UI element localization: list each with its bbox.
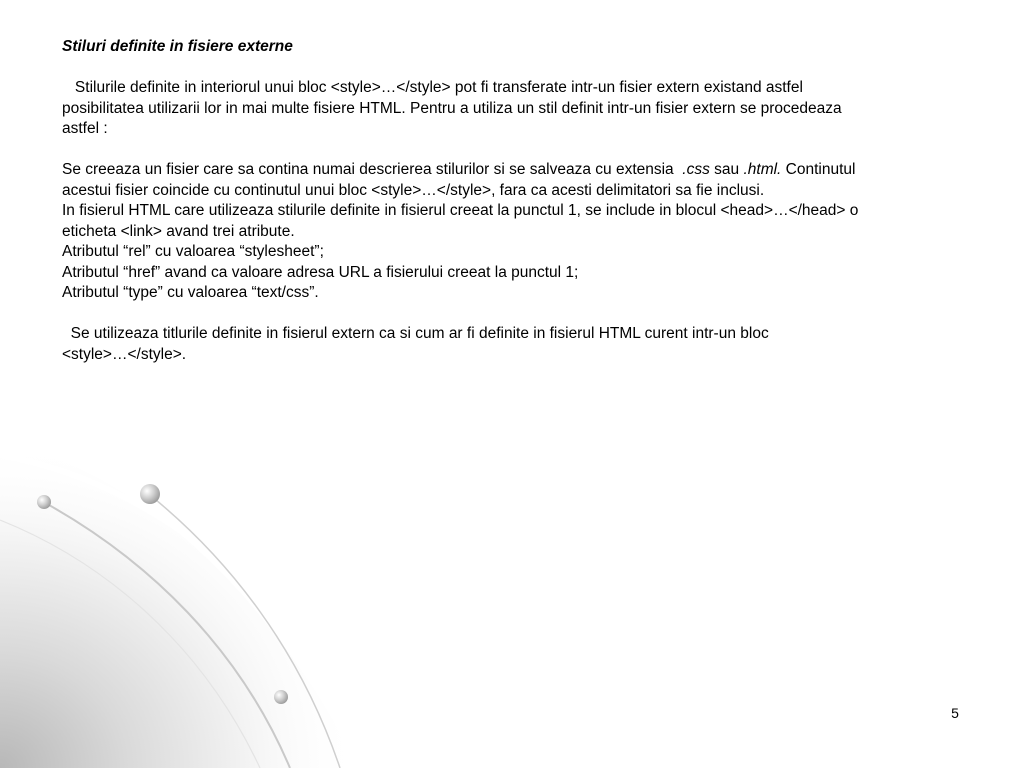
decor-ball-2	[37, 495, 51, 509]
attribute-href: Atributul “href” avand ca valoare adresa URL a fisierului creeat la punctul 1;	[62, 263, 579, 281]
html-extension: .html.	[743, 161, 782, 178]
decor-ball-3	[274, 690, 288, 704]
paragraph-2-line-1	[62, 160, 962, 181]
attribute-type: Atributul “type” cu valoarea “text/css”.	[62, 284, 319, 301]
paragraph-2-text-b: sau	[709, 161, 744, 178]
paragraph-2-text-c: Continutul	[781, 161, 856, 178]
paragraph-2-line-2: acestui fisier coincide cu continutul unui bloc <style>…</style>, fara ca acesti delimitatori sa fie inclusi.	[62, 181, 765, 199]
paragraph-1-line-3: astfel :	[62, 120, 108, 137]
paragraph-2-line-4: eticheta <link> avand trei atribute.	[62, 222, 295, 240]
paragraph-2-text-a: Se creeaza un fisier care sa contina numai descrierea stilurilor si se salveaza cu extensia	[62, 161, 683, 178]
css-extension: .css	[682, 161, 710, 178]
attribute-rel: Atributul “rel” cu valoarea “stylesheet”;	[62, 243, 324, 260]
paragraph-2-line-3: In fisierul HTML care utilizeaza stilurile definite in fisierul creeat la punctul 1, se include in blocul <head>…</head> o	[62, 202, 859, 219]
page-number: 5	[951, 705, 959, 721]
paragraph-3-line-1: Se utilizeaza titlurile definite in fisierul extern ca si cum ar fi definite in fisierul HTML curent intr-un bloc	[62, 325, 769, 342]
slide-title: Stiluri definite in fisiere externe	[62, 38, 293, 55]
paragraph-3-line-2: <style>…</style>.	[62, 345, 187, 363]
spacer	[62, 58, 962, 79]
paragraph-1-line-2: posibilitatea utilizarii lor in mai multe fisiere HTML. Pentru a utiliza un stil definit intr-un fisier extern se procedeaza	[62, 99, 842, 117]
slide-body	[62, 37, 962, 365]
spacer	[62, 140, 962, 161]
spacer	[62, 304, 962, 325]
decor-ball-1	[140, 484, 160, 504]
paragraph-1-line-1: Stilurile definite in interiorul unui bloc <style>…</style> pot fi transferate intr-un fisier extern existand astfel	[62, 79, 803, 96]
